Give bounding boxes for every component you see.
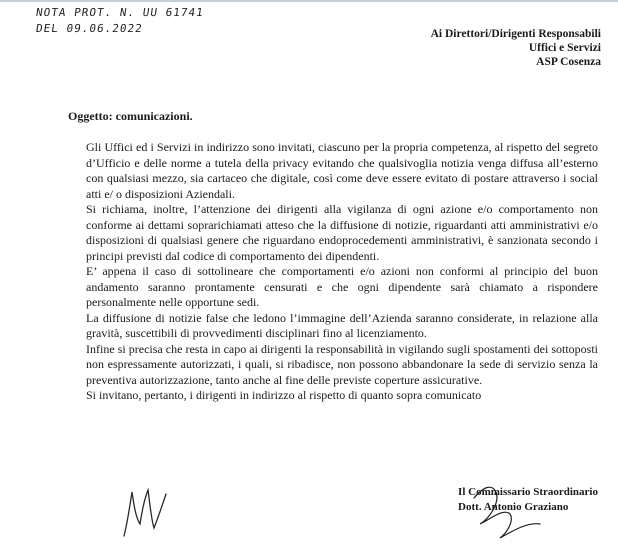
recipient-line: ASP Cosenza: [536, 56, 601, 68]
handwritten-protocol-date: DEL 09.06.2022: [35, 22, 144, 35]
body-paragraph: La diffusione di notizie false che ledono l’immagine dell’Azienda saranno considerate, in relazione alla gravità, suscettibili di provvedimenti disciplinari fino al licenziamento.: [86, 310, 598, 340]
handwritten-protocol-number: NOTA PROT. N. UU 61741: [35, 6, 205, 19]
body-paragraph: E’ appena il caso di sottolineare che comportamenti e/o azioni non conformi al principio del buon andamento saranno prontamente censurati e che ogni dipendente sarà chiamato a rispondere personalmente nelle opportune sedi.: [86, 264, 598, 309]
recipient-line: Ai Direttori/Dirigenti Responsabili: [430, 28, 601, 40]
body-paragraph: Si richiama, inoltre, l’attenzione dei dirigenti alla vigilanza di ogni azione e/o comportamento non conforme ai dettami soprarichiamati atteso che la diffusione di notizie, riguardanti atti amministrativi e/o disposizioni di qualsiasi genere che riguardano endoprocedementi amministrativi, è sanzionata secondo i principi previsti dal codice di comportamento dei dipendenti.: [86, 202, 598, 263]
recipients-block: [431, 27, 601, 69]
letter-body: [86, 140, 598, 404]
handwritten-signature: [470, 478, 550, 544]
page-top-border: [0, 0, 618, 2]
signatory-title: Il Commissario Straordinario: [458, 486, 598, 498]
body-paragraph: Infine si precisa che resta in capo ai dirigenti la responsabilità in vigilando sugli spostamenti dei sottoposti non espressamente autorizzati, i quali, si ribadisce, non possono abbandonare la sede di servizio senza la preventiva autorizzazione, tanto anche al fine delle previste coperture assicurative.: [86, 341, 598, 387]
subject-line: Oggetto: comunicazioni.: [68, 109, 193, 123]
signatory-name: Dott. Antonio Graziano: [458, 501, 569, 513]
handwritten-initials-signature: [118, 484, 178, 542]
recipient-line: Uffici e Servizi: [528, 42, 601, 54]
body-paragraph: Gli Uffici ed i Servizi in indirizzo sono invitati, ciascuno per la propria competenza, al rispetto del segreto d’Ufficio e delle norme a tutela della privacy evitando che qualsivoglia notizia venga diffusa all’esterno con qualsiasi mezzo, sia cartaceo che digitale, così come deve essere evitato di postare attraverso i social atti e/ o disposizioni Aziendali.: [86, 140, 598, 201]
body-paragraph: Si invitano, pertanto, i dirigenti in indirizzo al rispetto di quanto sopra comunicato: [86, 388, 482, 402]
